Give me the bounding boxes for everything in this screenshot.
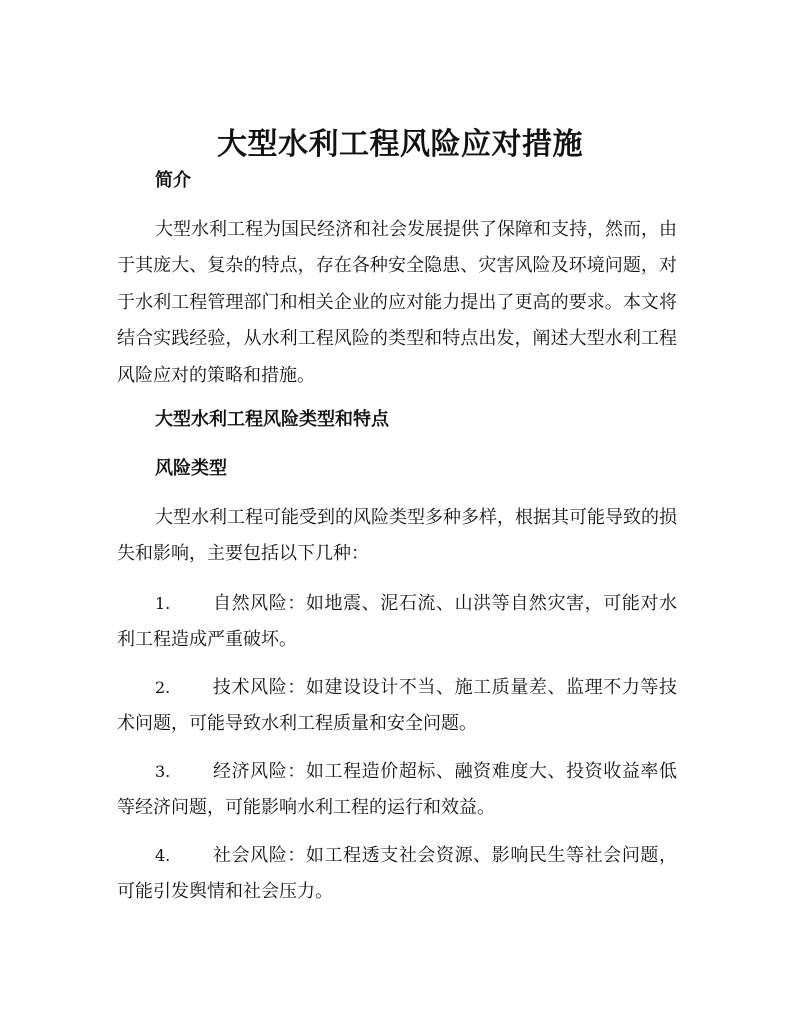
intro-paragraph: 大型水利工程为国民经济和社会发展提供了保障和支持，然而，由于其庞大、复杂的特点，存在各种安全隐患、灾害风险及环境问题，对于水利工程管理部门和相关企业的应对能力提出了更高的要求。本文将结合实践经验，从水利工程风险的类型和特点出发，阐述大型水利工程风险应对的策略和措施。 [117,219,677,386]
list-item [117,586,677,658]
list-item-number: 4. [155,846,171,865]
list-item-number: 3. [155,762,171,781]
list-item-number: 2. [155,678,171,697]
subsection-heading: 风险类型 [155,458,227,479]
list-item-text: 社会风险：如工程透支社会资源、影响民生等社会问题，可能引发舆情和社会压力。 [117,845,677,902]
types-intro-paragraph: 大型水利工程可能受到的风险类型多种多样，根据其可能导致的损失和影响，主要包括以下几种： [117,507,677,565]
intro-heading: 简介 [155,170,191,191]
page-title: 大型水利工程风险应对措施 [217,127,583,162]
list-item [117,754,677,826]
list-item [117,670,677,742]
list-item [117,838,677,910]
list-item-text: 自然风险：如地震、泥石流、山洪等自然灾害，可能对水利工程造成严重破坏。 [117,593,677,650]
list-item-number: 1. [155,594,171,613]
list-item-text: 经济风险：如工程造价超标、融资难度大、投资收益率低等经济问题，可能影响水利工程的运行和效益。 [117,761,677,818]
list-item-text: 技术风险：如建设设计不当、施工质量差、监理不力等技术问题，可能导致水利工程质量和安全问题。 [117,677,677,734]
section-heading: 大型水利工程风险类型和特点 [155,409,389,430]
